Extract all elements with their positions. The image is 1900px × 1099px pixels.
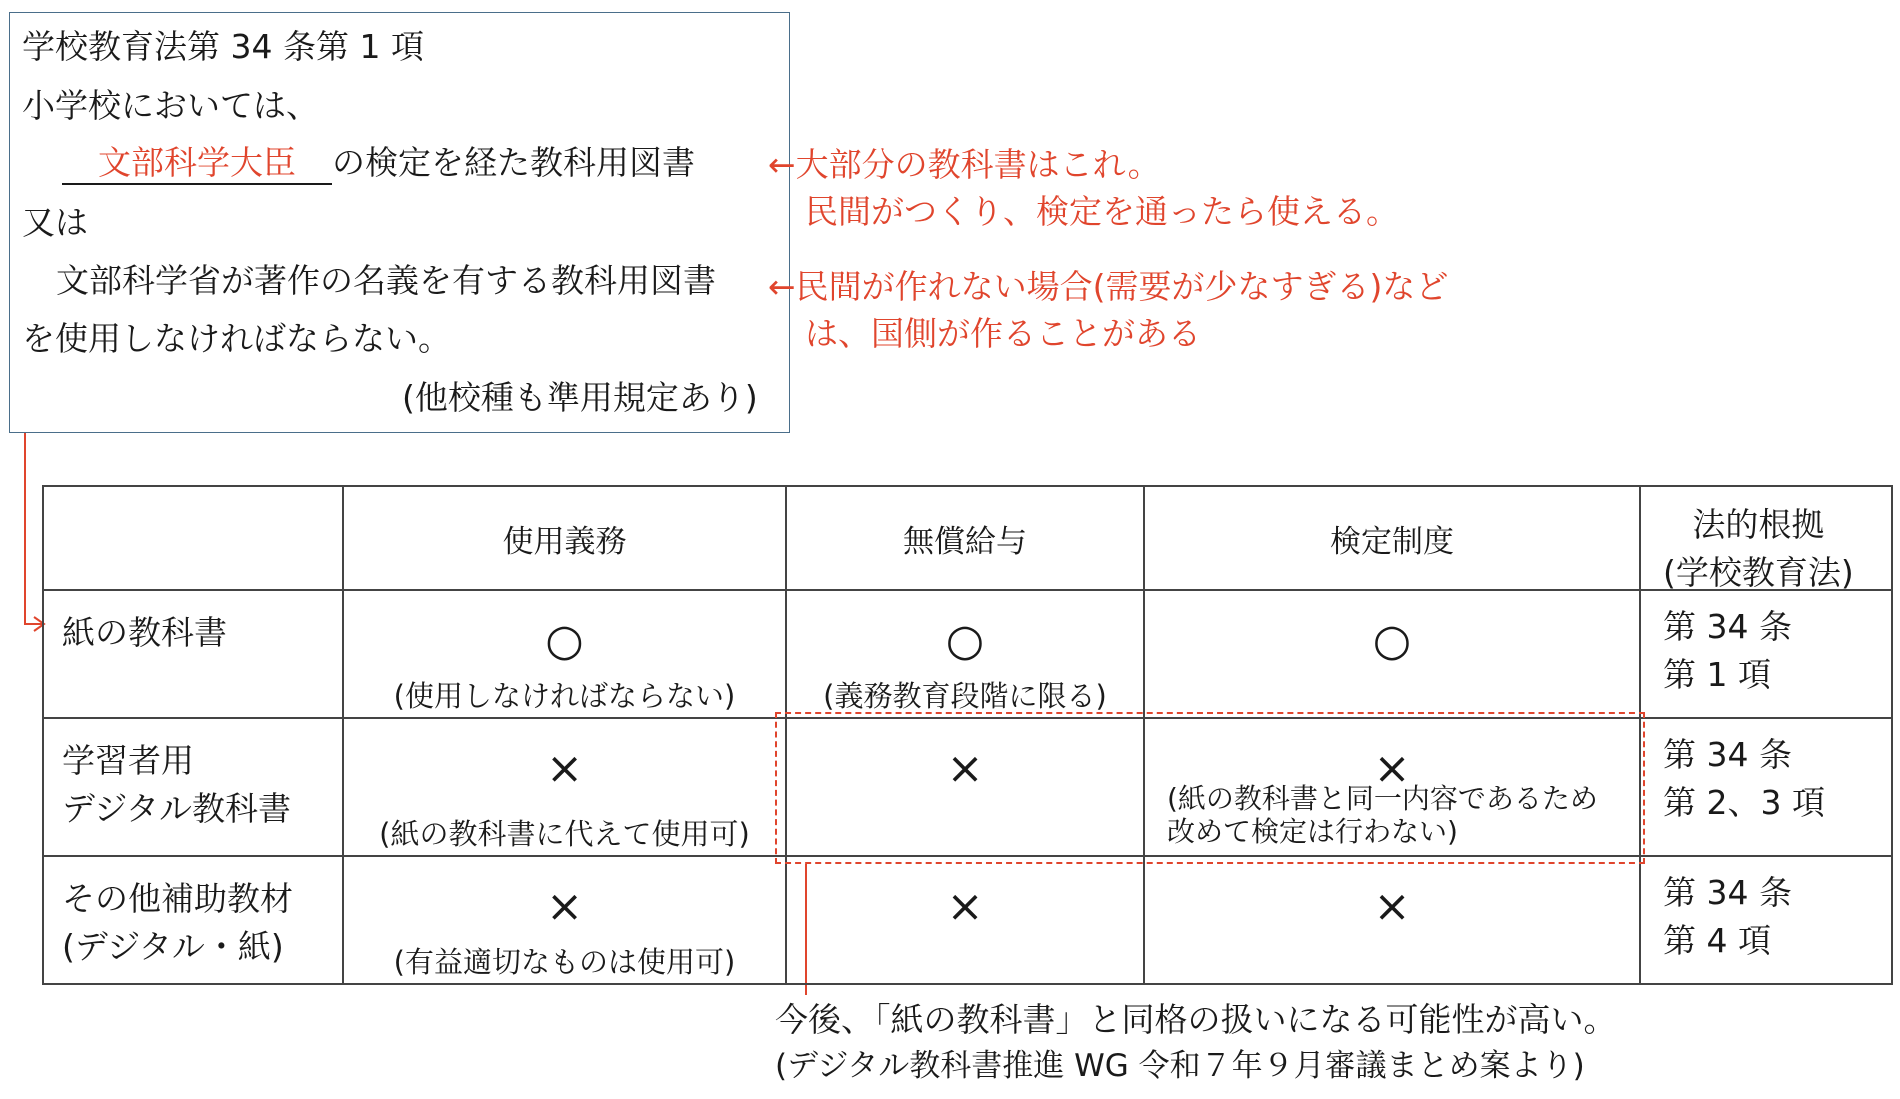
basis-cell bbox=[1640, 718, 1892, 856]
basis-cell bbox=[1640, 590, 1892, 718]
table-row bbox=[43, 856, 1892, 984]
box-to-row-arrow bbox=[25, 433, 42, 624]
status-mark: × bbox=[946, 881, 984, 932]
row-label: 紙の教科書 bbox=[62, 613, 227, 652]
cell-note: (使用しなければならない) bbox=[393, 679, 736, 713]
cell-note: (義務教育段階に限る) bbox=[823, 679, 1107, 713]
law-line-1: 小学校においては、 bbox=[22, 86, 319, 125]
basis-line-1: 第 34 条 bbox=[1663, 607, 1792, 646]
header-use-obligation: 使用義務 bbox=[343, 486, 786, 590]
legal-basis-header-line-2: (学校教育法) bbox=[1663, 552, 1854, 592]
cell-note: (有益適切なものは使用可) bbox=[393, 945, 736, 979]
status-mark: × bbox=[1373, 881, 1411, 932]
blank-answer: 文部科学大臣 bbox=[62, 146, 332, 185]
cell-note-line-1: (紙の教科書と同一内容であるため bbox=[1167, 781, 1598, 815]
cert-cell bbox=[1144, 590, 1640, 718]
law-line-4: 文部科学省が著作の名義を有する教科用図書 bbox=[56, 261, 716, 300]
note-1-line-2: 民間がつくり、検定を通ったら使える。 bbox=[805, 192, 1399, 231]
footer-conclusion: 今後、「紙の教科書」と同格の扱いになる可能性が高い。 bbox=[775, 1000, 1617, 1039]
use-cell bbox=[343, 856, 786, 984]
footer-source: (デジタル教科書推進 WG 令和７年９月審議まとめ案より) bbox=[775, 1048, 1585, 1084]
table-row bbox=[43, 590, 1892, 718]
row-label-line-1: 学習者用 bbox=[62, 741, 194, 780]
header-legal-basis bbox=[1640, 486, 1892, 590]
note-2-line-1: ←民間が作れない場合(需要が少なすぎる)など bbox=[768, 267, 1449, 306]
use-cell bbox=[343, 590, 786, 718]
basis-line-2: 第 1 項 bbox=[1663, 654, 1771, 694]
row-label-line-2: デジタル教科書 bbox=[62, 788, 292, 828]
cell-note-line-2: 改めて検定は行わない) bbox=[1167, 815, 1458, 849]
status-mark: ○ bbox=[945, 615, 985, 666]
basis-line-2: 第 2、3 項 bbox=[1663, 782, 1825, 822]
law-line-2-rest: の検定を経た教科用図書 bbox=[332, 143, 695, 182]
note-2-line-2: は、国側が作ることがある bbox=[805, 314, 1201, 353]
status-mark: ○ bbox=[545, 615, 584, 666]
law-line-3: 又は bbox=[22, 203, 88, 242]
digital-textbook-highlight-box bbox=[775, 712, 1645, 864]
cell-note: (紙の教科書に代えて使用可) bbox=[379, 817, 750, 851]
free-cell bbox=[786, 856, 1144, 984]
header-certification: 検定制度 bbox=[1144, 486, 1640, 590]
note-1-line-1: ←大部分の教科書はこれ。 bbox=[768, 145, 1161, 184]
status-mark: × bbox=[546, 881, 583, 932]
status-mark: × bbox=[1373, 743, 1411, 794]
row-label-line-2: (デジタル・紙) bbox=[62, 926, 284, 966]
law-line-5: を使用しなければならない。 bbox=[22, 319, 451, 358]
cert-cell bbox=[1144, 856, 1640, 984]
header-free-provision: 無償給与 bbox=[786, 486, 1144, 590]
free-cell bbox=[786, 590, 1144, 718]
basis-cell bbox=[1640, 856, 1892, 984]
header-empty bbox=[43, 486, 343, 590]
row-label-cell bbox=[43, 590, 343, 718]
legal-basis-header-line-1: 法的根拠 bbox=[1692, 505, 1825, 544]
row-label-line-1: その他補助教材 bbox=[62, 879, 293, 918]
row-label-cell bbox=[43, 718, 343, 856]
law-title: 学校教育法第 34 条第 1 項 bbox=[22, 27, 424, 66]
table-header-row bbox=[43, 486, 1892, 590]
row-label-cell bbox=[43, 856, 343, 984]
use-cell bbox=[343, 718, 786, 856]
law-line-6: (他校種も準用規定あり) bbox=[402, 378, 758, 417]
status-mark: ○ bbox=[1372, 615, 1412, 666]
basis-line-2: 第 4 項 bbox=[1663, 920, 1771, 960]
basis-line-1: 第 34 条 bbox=[1663, 873, 1792, 912]
status-mark: × bbox=[546, 743, 583, 794]
basis-line-1: 第 34 条 bbox=[1663, 735, 1792, 774]
status-mark: × bbox=[946, 743, 984, 794]
